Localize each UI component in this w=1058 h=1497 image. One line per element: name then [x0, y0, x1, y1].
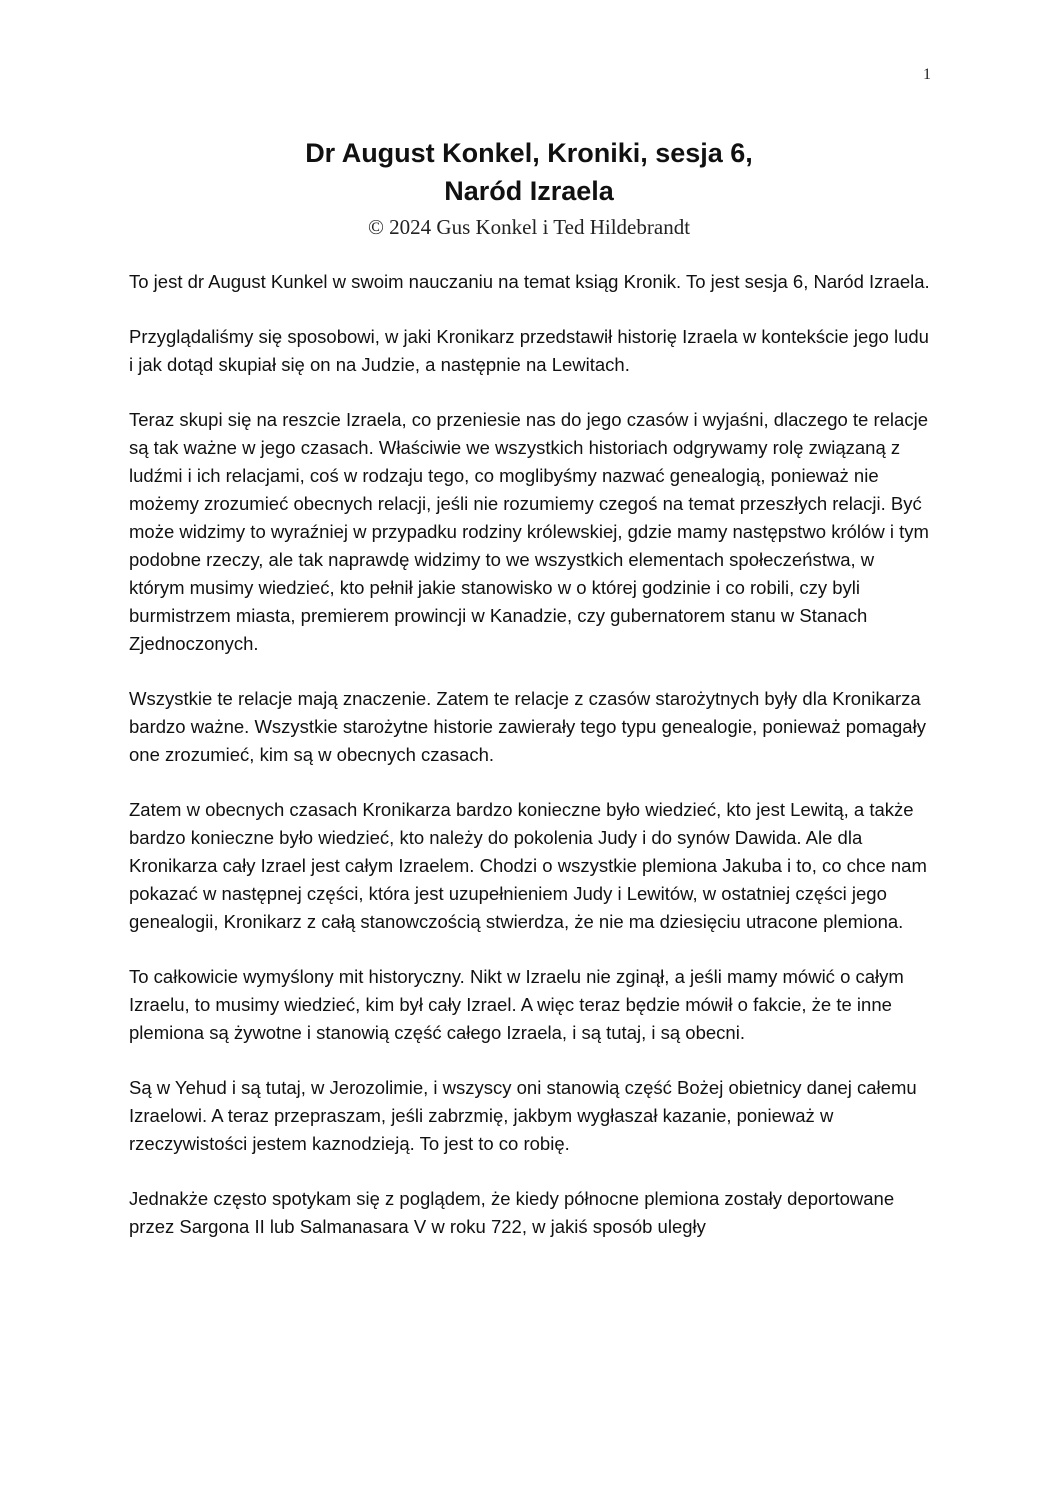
- paragraph-5: Zatem w obecnych czasach Kronikarza bardzo konieczne było wiedzieć, kto jest Lewitą, a także bardzo konieczne było wiedzieć, kto należy do pokolenia Judy i do synów Dawida. Ale dla Kronikarza cały Izrael jest całym Izraelem. Chodzi o wszystkie plemiona Jakuba i to, co chce nam pokazać w następnej części, która jest uzupełnieniem Judy i Lewitów, w ostatniej części jego genealogii, Kronikarz z całą stanowczością stwierdza, że nie ma dziesięciu utracone plemiona.: [129, 799, 927, 932]
- document-header: [0, 134, 1058, 242]
- paragraph-3: Teraz skupi się na reszcie Izraela, co przeniesie nas do jego czasów i wyjaśni, dlaczego te relacje są tak ważne w jego czasach. Właściwie we wszystkich historiach odgrywamy rolę związaną z ludźmi i ich relacjami, coś w rodzaju tego, co moglibyśmy nazwać genealogią, ponieważ nie możemy zrozumieć obecnych relacji, jeśli nie rozumiemy czegoś na temat przeszłych relacji. Być może widzimy to wyraźniej w przypadku rodziny królewskiej, gdzie mamy następstwo królów i tym podobne rzeczy, ale tak naprawdę widzimy to we wszystkich elementach społeczeństwa, w którym musimy wiedzieć, kto pełnił jakie stanowisko w o której godzinie i co robili, czy byli burmistrzem miasta, premierem prowincji w Kanadzie, czy gubernatorem stanu w Stanach Zjednoczonych.: [129, 409, 929, 654]
- document-body: [129, 268, 934, 1268]
- document-title-line-2: Naród Izraela: [444, 176, 614, 206]
- paragraph-1: To jest dr August Kunkel w swoim nauczaniu na temat ksiąg Kronik. To jest sesja 6, Naród Izraela.: [129, 271, 930, 292]
- paragraph-6: To całkowicie wymyślony mit historyczny. Nikt w Izraelu nie zginął, a jeśli mamy mówić o całym Izraelu, to musimy wiedzieć, kim był cały Izrael. A więc teraz będzie mówił o fakcie, że te inne plemiona są żywotne i stanowią część całego Izraela, i są tutaj, i są obecni.: [129, 966, 904, 1043]
- paragraph-7: Są w Yehud i są tutaj, w Jerozolimie, i wszyscy oni stanowią część Bożej obietnicy danej całemu Izraelowi. A teraz przepraszam, jeśli zabrzmię, jakbym wygłaszał kazanie, ponieważ w rzeczywistości jestem kaznodzieją. To jest to co robię.: [129, 1077, 917, 1154]
- paragraph-2: Przyglądaliśmy się sposobowi, w jaki Kronikarz przedstawił historię Izraela w kontekście jego ludu i jak dotąd skupiał się on na Judzie, a następnie na Lewitach.: [129, 326, 929, 375]
- paragraph-4: Wszystkie te relacje mają znaczenie. Zatem te relacje z czasów starożytnych były dla Kronikarza bardzo ważne. Wszystkie starożytne historie zawierały tego typu genealogie, ponieważ pomagały one zrozumieć, kim są w obecnych czasach.: [129, 688, 926, 765]
- paragraph-8: Jednakże często spotykam się z poglądem, że kiedy północne plemiona zostały deportowane przez Sargona II lub Salmanasara V w roku 722, w jakiś sposób uległy: [129, 1188, 895, 1237]
- copyright-notice: © 2024 Gus Konkel i Ted Hildebrandt: [367, 215, 691, 239]
- document-title-line-1: Dr August Konkel, Kroniki, sesja 6,: [305, 138, 753, 168]
- page-number: 1: [923, 66, 931, 83]
